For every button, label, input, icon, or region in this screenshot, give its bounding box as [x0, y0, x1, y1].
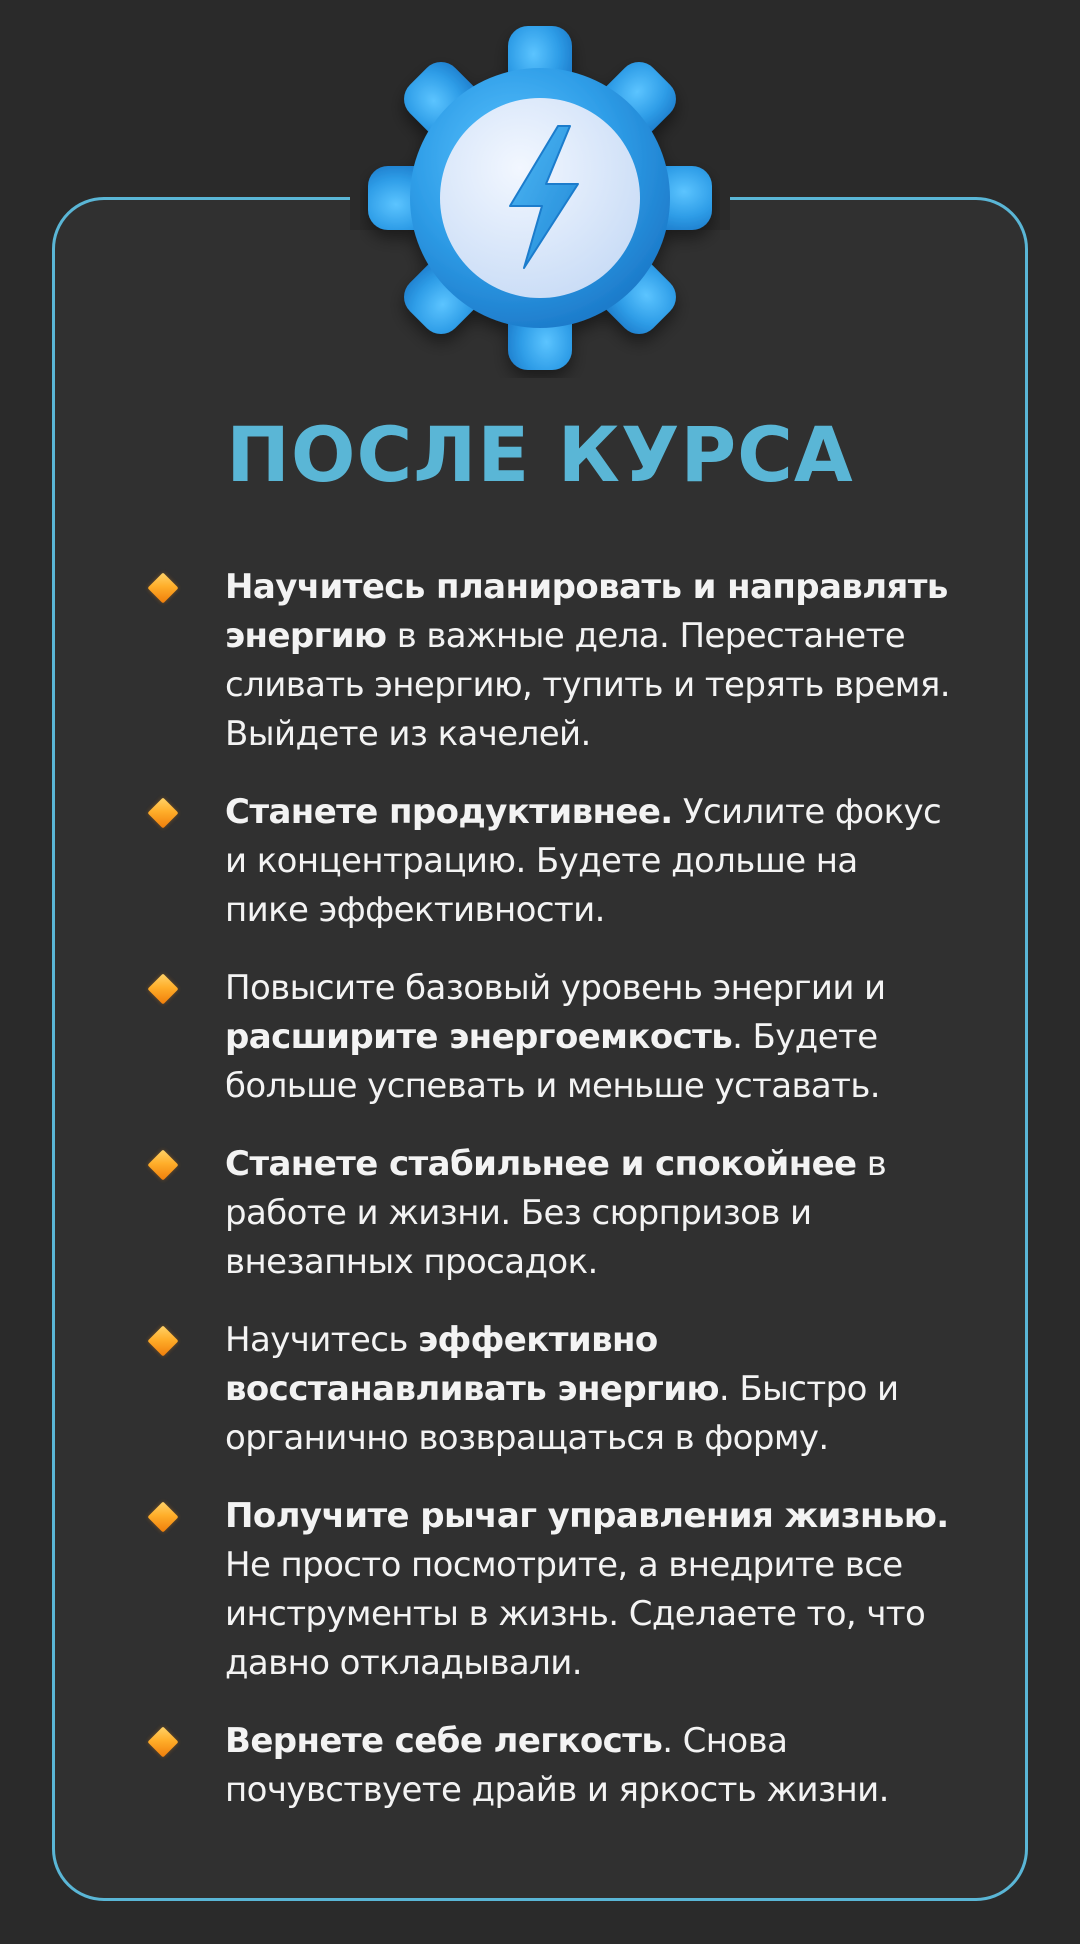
list-item [150, 1717, 950, 1815]
diamond-bullet-icon [147, 1501, 178, 1532]
page-title: ПОСЛЕ КУРСА [226, 410, 854, 499]
list-item [150, 563, 950, 759]
benefits-list [150, 563, 950, 1844]
item-text-bold: эффективно восстанавливать энергию [225, 1320, 719, 1409]
item-text-bold: Станете продуктивнее. [225, 792, 673, 832]
diamond-bullet-icon [147, 973, 178, 1004]
list-item [150, 1492, 950, 1688]
diamond-bullet-icon [147, 797, 178, 828]
item-text: Научитесь [225, 1320, 418, 1360]
list-item [150, 1140, 950, 1287]
diamond-bullet-icon [147, 572, 178, 603]
list-item [150, 788, 950, 935]
list-item [150, 1316, 950, 1463]
item-text-bold: расширите энергоемкость [225, 1017, 733, 1057]
item-text: в работе и жизни. Без сюрпризов и внезапных просадок. [225, 1144, 887, 1282]
item-text: . Будете больше успевать и меньше уставать. [225, 1017, 881, 1106]
item-text: . Быстро и органично возвращаться в форму. [225, 1369, 899, 1458]
item-text: в важные дела. Перестанете сливать энергию, тупить и терять время. Выйдете из качелей. [225, 616, 950, 754]
gear-lightning-icon [360, 18, 720, 378]
item-text-bold: Вернете себе легкость [225, 1721, 663, 1761]
list-item [150, 964, 950, 1111]
item-text: Усилите фокус и концентрацию. Будете дольше на пике эффективности. [225, 792, 942, 930]
item-text-bold: Станете стабильнее и спокойнее [225, 1144, 857, 1184]
diamond-bullet-icon [147, 1149, 178, 1180]
item-text-bold: Научитесь планировать и направлять энергию [225, 567, 948, 656]
item-text: . Снова почувствуете драйв и яркость жизни. [225, 1721, 889, 1810]
item-text-bold: Получите рычаг управления жизнью. [225, 1496, 949, 1536]
item-text: Повысите базовый уровень энергии и [225, 968, 886, 1008]
diamond-bullet-icon [147, 1726, 178, 1757]
item-text: Не просто посмотрите, а внедрите все инструменты в жизнь. Сделаете то, что давно откладывали. [225, 1545, 926, 1683]
diamond-bullet-icon [147, 1325, 178, 1356]
